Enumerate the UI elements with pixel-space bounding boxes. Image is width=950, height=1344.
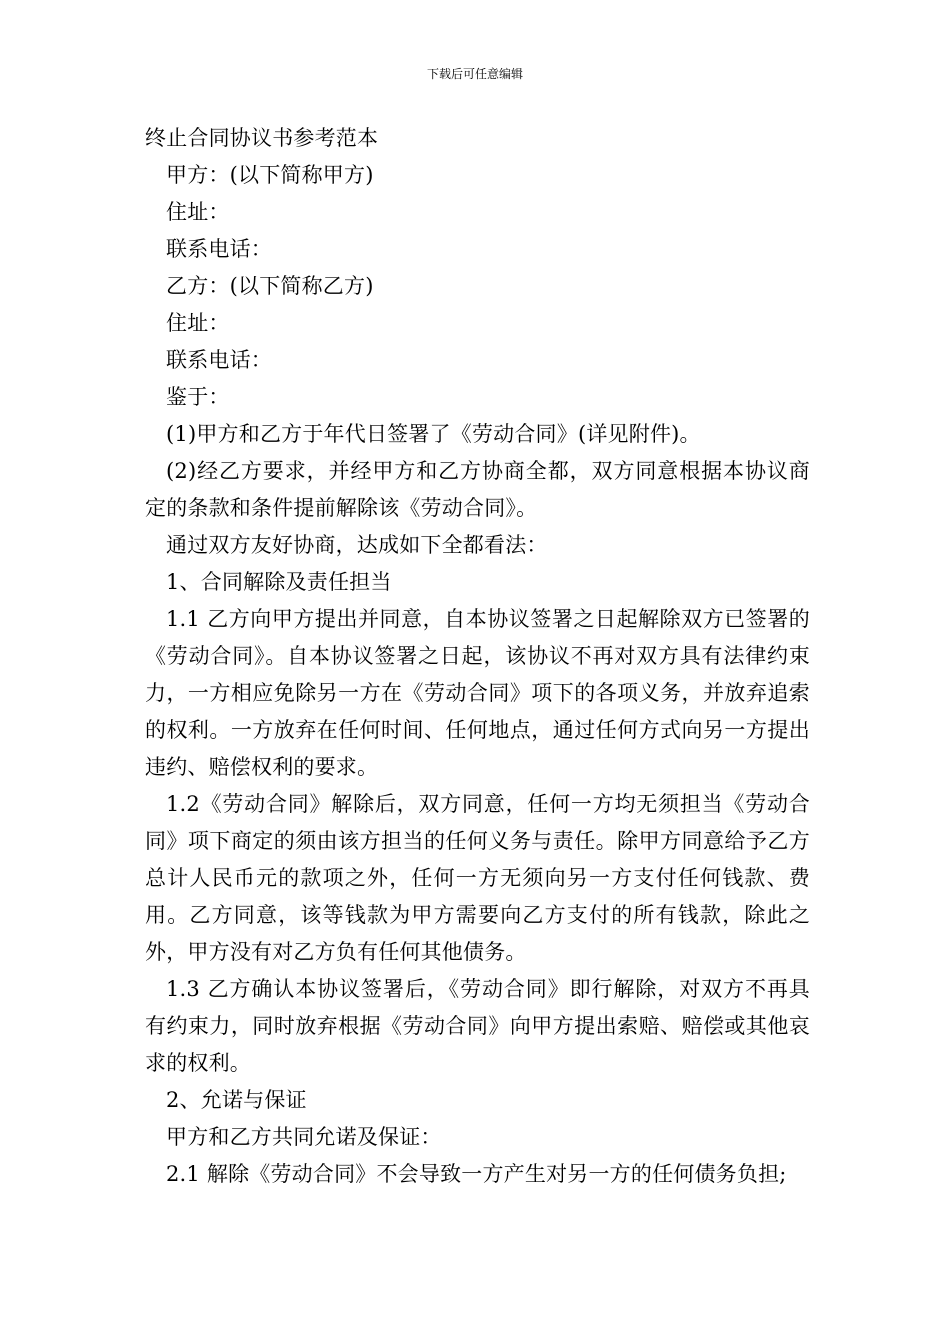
clause-1-3: 1.3 乙方确认本协议签署后，《劳动合同》即行解除，对双方不再具有约束力，同时放弃根据《劳动合同》向甲方提出索赔、赔偿或其他哀求的权利。 [145,977,810,1075]
party-b-phone: 联系电话： [166,348,272,372]
party-a-phone: 联系电话： [166,237,272,261]
section-2-intro: 甲方和乙方共同允诺及保证： [166,1125,442,1149]
agreement-intro: 通过双方友好协商，达成如下全都看法： [166,533,548,557]
clause-1-2: 1.2《劳动合同》解除后，双方同意，任何一方均无须担当《劳动合同》项下商定的须由该方担当的任何义务与责任。除甲方同意给予乙方总计人民币元的款项之外，任何一方无须向另一方支付任何钱款、费用。乙方同意，该等钱款为甲方需要向乙方支付的所有钱款，除此之外，甲方没有对乙方负有任何其他债务。 [145,792,810,964]
party-a-line: 甲方：(以下简称甲方) [166,163,374,187]
clause-1-1: 1.1 乙方向甲方提出并同意，自本协议签署之日起解除双方已签署的《劳动合同》。自本协议签署之日起，该协议不再对双方具有法律约束力，一方相应免除另一方在《劳动合同》项下的各项义务，并放弃追索的权利。一方放弃在任何时间、任何地点，通过任何方式向另一方提出违约、赔偿权利的要求。 [145,607,810,779]
page-header [0,66,950,82]
party-b-address: 住址： [166,311,230,335]
whereas-item-2: (2)经乙方要求，并经甲方和乙方协商全都，双方同意根据本协议商定的条款和条件提前解除该《劳动合同》。 [145,459,810,520]
party-a-address: 住址： [166,200,230,224]
party-b-line: 乙方：(以下简称乙方) [166,274,374,298]
whereas-heading: 鉴于： [166,385,230,409]
section-1-heading: 1、合同解除及责任担当 [166,570,392,594]
document-body [145,120,810,1193]
section-2-heading: 2、允诺与保证 [166,1088,307,1112]
document-title: 终止合同协议书参考范本 [145,126,379,150]
clause-2-1: 2.1 解除《劳动合同》不会导致一方产生对另一方的任何债务负担; [166,1162,787,1186]
header-note: 下载后可任意编辑 [426,67,523,81]
whereas-item-1: (1)甲方和乙方于年代日签署了《劳动合同》(详见附件)。 [166,422,701,446]
